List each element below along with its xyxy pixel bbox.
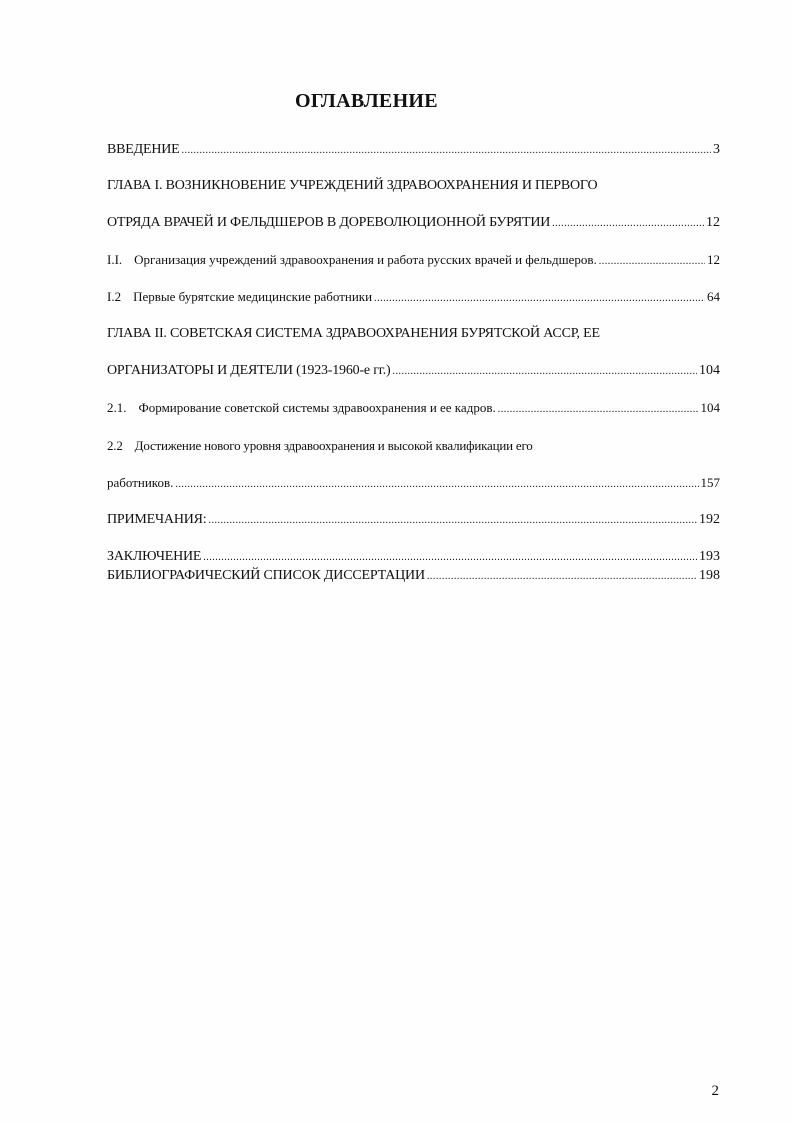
toc-section-number: 2.2 (107, 438, 123, 453)
toc-section-number: I.2 (107, 289, 122, 304)
page-title: ОГЛАВЛЕНИЕ (295, 90, 438, 112)
toc-page-number: 192 (699, 512, 720, 527)
toc-entry-section-1-1 (107, 251, 720, 271)
toc-entry-chapter2 (107, 362, 720, 381)
toc-entry-intro (107, 141, 720, 160)
toc-page-number: 193 (699, 549, 720, 564)
toc-leader-dots (208, 512, 697, 530)
page-number: 2 (711, 1083, 719, 1099)
toc-leader-dots (393, 363, 697, 381)
toc-leader-dots (498, 401, 699, 419)
toc-leader-dots (374, 290, 705, 308)
toc-leader-dots (427, 568, 697, 586)
toc-chapter1-line1: ГЛАВА I. ВОЗНИКНОВЕНИЕ УЧРЕЖДЕНИЙ ЗДРАВООХРАНЕНИЯ И ПЕРВОГО (107, 178, 598, 193)
toc-page-number: 12 (706, 215, 720, 230)
toc-section-2-2-line1 (107, 437, 720, 455)
toc-leader-dots (175, 476, 698, 494)
toc-entry-text: ПРИМЕЧАНИЯ: (107, 512, 207, 527)
toc-entry-text: Формирование советской системы здравоохранения и ее кадров. (138, 400, 496, 415)
toc-page-number: 104 (700, 400, 720, 415)
toc-entry-bibliography (107, 567, 720, 586)
toc-entry-text: Первые бурятские медицинские работники (133, 289, 373, 304)
toc-page-number: 157 (700, 475, 720, 490)
toc-entry-section-1-2 (107, 288, 720, 308)
toc-leader-dots (599, 253, 705, 271)
toc-entry-text: БИБЛИОГРАФИЧЕСКИЙ СПИСОК ДИССЕРТАЦИИ (107, 568, 425, 583)
toc-leader-dots (203, 549, 697, 567)
toc-entry-section-2-1 (107, 399, 720, 419)
toc-entry-text: работников. (107, 475, 174, 490)
toc-chapter2-line1: ГЛАВА II. СОВЕТСКАЯ СИСТЕМА ЗДРАВООХРАНЕНИЯ БУРЯТСКОЙ АССР, ЕЕ (107, 326, 600, 341)
toc-page-number: 104 (699, 363, 720, 378)
toc-section-number: 2.1. (107, 400, 127, 415)
toc-entry-text: Достижение нового уровня здравоохранения и высокой квалификации его (134, 438, 533, 453)
toc-entry-text: ВВЕДЕНИЕ (107, 142, 180, 157)
toc-entry-notes (107, 511, 720, 530)
toc-entry-section-2-2 (107, 474, 720, 494)
toc-entry-conclusion (107, 548, 720, 567)
toc-leader-dots (552, 215, 704, 233)
toc-section-number: I.I. (107, 252, 123, 267)
toc-page-number: 3 (713, 142, 720, 157)
toc-page-number: 198 (699, 568, 720, 583)
toc-page-number: 12 (707, 252, 720, 267)
toc-entry-text: ОТРЯДА ВРАЧЕЙ И ФЕЛЬДШЕРОВ В ДОРЕВОЛЮЦИОННОЙ БУРЯТИИ (107, 215, 551, 230)
toc-page-number: 64 (707, 289, 720, 304)
toc-entry-text: Организация учреждений здравоохранения и работа русских врачей и фельдшеров. (134, 252, 597, 267)
toc-leader-dots (182, 142, 711, 160)
toc-entry-text: ЗАКЛЮЧЕНИЕ (107, 549, 202, 564)
toc-entry-chapter1 (107, 214, 720, 233)
toc-entry-text: ОРГАНИЗАТОРЫ И ДЕЯТЕЛИ (1923-1960-е гг.) (107, 363, 391, 378)
